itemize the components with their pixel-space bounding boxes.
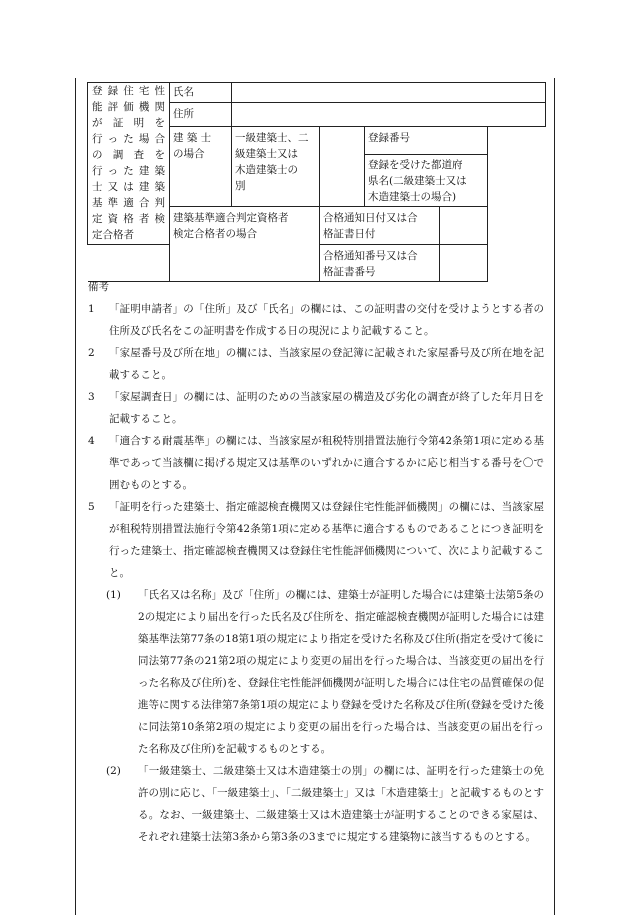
org-line: の 調 査 を: [92, 149, 165, 161]
org-line: 定合格者: [92, 229, 134, 241]
note-number: 1: [88, 303, 95, 315]
org-line: 能評価機関: [92, 101, 165, 113]
org-line: 基準適合判: [92, 197, 165, 209]
org-line: が 証 明 を: [92, 117, 165, 129]
note-text: 「証明を行った建築士、指定確認検査機関又は登録住宅性能評価機関」の欄には、当該家屋が租税特別措置法施行令第42条第1項に定める基準に適合するものであることにつき証明を行った建築士、指定確認検査機関又は登録住宅性能評価機関について、次により記載すること。: [109, 501, 544, 579]
subitem-number: (2): [106, 765, 121, 777]
architect-type-value[interactable]: [320, 127, 365, 207]
note-text: 「家屋調査日」の欄には、証明のための当該家屋の構造及び劣化の調査が終了した年月日を記載すること。: [109, 391, 544, 425]
certifier-table: [87, 82, 546, 282]
address-value[interactable]: [232, 103, 546, 127]
note-number: 2: [88, 347, 95, 359]
name-value[interactable]: [232, 83, 546, 103]
note-subitem: [106, 584, 544, 760]
note-item: [88, 342, 544, 386]
org-line: 定資格者検: [92, 213, 165, 225]
name-label: 氏名: [170, 83, 232, 103]
notes-section: [88, 276, 544, 848]
org-line: 行った建築: [92, 165, 165, 177]
note-item: [88, 298, 544, 342]
note-item: [88, 430, 544, 496]
note-number: 4: [88, 435, 95, 447]
note-text: 「適合する耐震基準」の欄には、当該家屋が租税特別措置法施行令第42条第1項に定める基準であって当該欄に掲げる規定又は基準のいずれかに適合するかに応じ相当する番号を〇で囲むものとする。: [109, 435, 544, 491]
note-item: [88, 496, 544, 584]
org-label-cell: [88, 83, 170, 245]
org-line: 士又は建築: [92, 181, 165, 193]
org-line: 登録住宅性: [92, 85, 165, 97]
note-text: 「証明申請者」の「住所」及び「氏名」の欄には、この証明書の交付を受けようとする者の住所及び氏名をこの証明書を作成する日の現況により記載すること。: [109, 303, 544, 337]
architect-label: 建 築 士 の場合: [170, 127, 232, 207]
org-line: 行った場合: [92, 133, 165, 145]
judge-label: 建築基準適合判定資格者 検定合格者の場合: [170, 207, 320, 282]
subitem-text: 「一級建築士、二級建築士又は木造建築士の別」の欄には、証明を行った建築士の免許の別に応じ、「一級建築士」、「二級建築士」又は「木造建築士」と記載するものとする。なお、一級建築士、二級建築士又は木造建築士が証明することのできる家屋は、それぞれ建築士法第3条から第3条の3までに規定する建築物に該当するものとする。: [138, 765, 544, 843]
note-subitem: [106, 760, 544, 848]
reg-prefecture-label: 登録を受けた都道府 県名(二級建築士又は 木造建築士の場合): [365, 155, 488, 207]
note-item: [88, 386, 544, 430]
pass-number-label: 合格通知番号又は合 格証書番号: [320, 245, 440, 282]
reg-number-label: 登録番号: [365, 127, 488, 155]
architect-type-label: 一級建築士、二 級建築士又は 木造建築士の 別: [232, 127, 320, 207]
notes-heading: 備考: [88, 281, 109, 293]
note-text: 「家屋番号及び所在地」の欄には、当該家屋の登記簿に記載された家屋番号及び所在地を記載すること。: [109, 347, 544, 381]
pass-date-label: 合格通知日付又は合 格証書日付: [320, 207, 440, 245]
pass-date-value[interactable]: [440, 207, 488, 245]
note-number: 5: [88, 501, 95, 513]
address-label: 住所: [170, 103, 232, 127]
subitem-number: (1): [106, 589, 121, 601]
subitem-text: 「氏名又は名称」及び「住所」の欄には、建築士が証明した場合には建築士法第5条の2の規定により届出を行った氏名及び住所を、指定確認検査機関が証明した場合には建築基準法第77条の18第1項の規定により指定を受けた名称及び住所(指定を受けて後に同法第77条の21第2項の規定により変更の届出を行った場合は、当該変更の届出を行った名称及び住所)を、登録住宅性能評価機関が証明した場合には住宅の品質確保の促進等に関する法律第7条第1項の規定により登録を受けた名称及び住所(登録を受けた後に同法第10条第2項の規定により変更の届出を行った場合は、当該変更の届出を行った名称及び住所)を記載するものとする。: [138, 589, 544, 755]
note-number: 3: [88, 391, 95, 403]
